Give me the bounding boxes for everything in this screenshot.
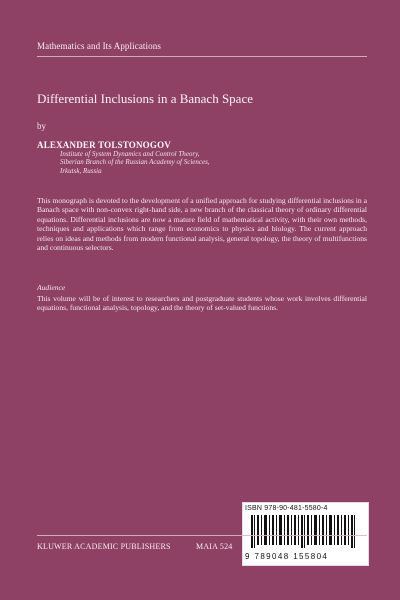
- isbn-label: ISBN 978-90-481-5580-4: [245, 505, 328, 512]
- top-divider: [37, 56, 367, 57]
- barcode-graphic: [251, 515, 359, 548]
- barcode-number: 9 789048 155804: [245, 552, 329, 561]
- audience-description: This volume will be of interest to researchers and postgraduate students whose work involves differential equations, functional analysis, topology, and the theory of set-valued functions.: [37, 294, 367, 313]
- book-title: Differential Inclusions in a Banach Space: [37, 91, 253, 106]
- series-code: MAIA 524: [196, 542, 233, 551]
- bottom-divider: [37, 535, 367, 536]
- series-name: Mathematics and Its Applications: [37, 41, 161, 51]
- affiliation-line-1: Institute of System Dynamics and Control Theory,: [60, 150, 200, 158]
- book-description: This monograph is devoted to the development of a unified approach for studying differential inclusions in a Banach space with non-convex right-hand side, a new branch of the classical theory of ordinary differential equations. Differential inclusions are now a mature field of mathematical activity, with their own methods, techniques and applications which range from economics to physics and biology. The current approach relies on ideas and methods from modern functional analysis, general topology, the theory of multifunctions and continuous selectors.: [37, 196, 367, 253]
- audience-heading: Audience: [37, 283, 66, 292]
- affiliation-line-2: Siberian Branch of the Russian Academy of Sciences,: [60, 158, 210, 167]
- affiliation-line-3: Irkutsk, Russia: [60, 166, 102, 175]
- publisher-name: KLUWER ACADEMIC PUBLISHERS: [37, 542, 171, 551]
- author-affiliation: [60, 150, 280, 175]
- by-label: by: [37, 121, 46, 131]
- author-name: ALEXANDER TOLSTONOGOV: [37, 140, 171, 150]
